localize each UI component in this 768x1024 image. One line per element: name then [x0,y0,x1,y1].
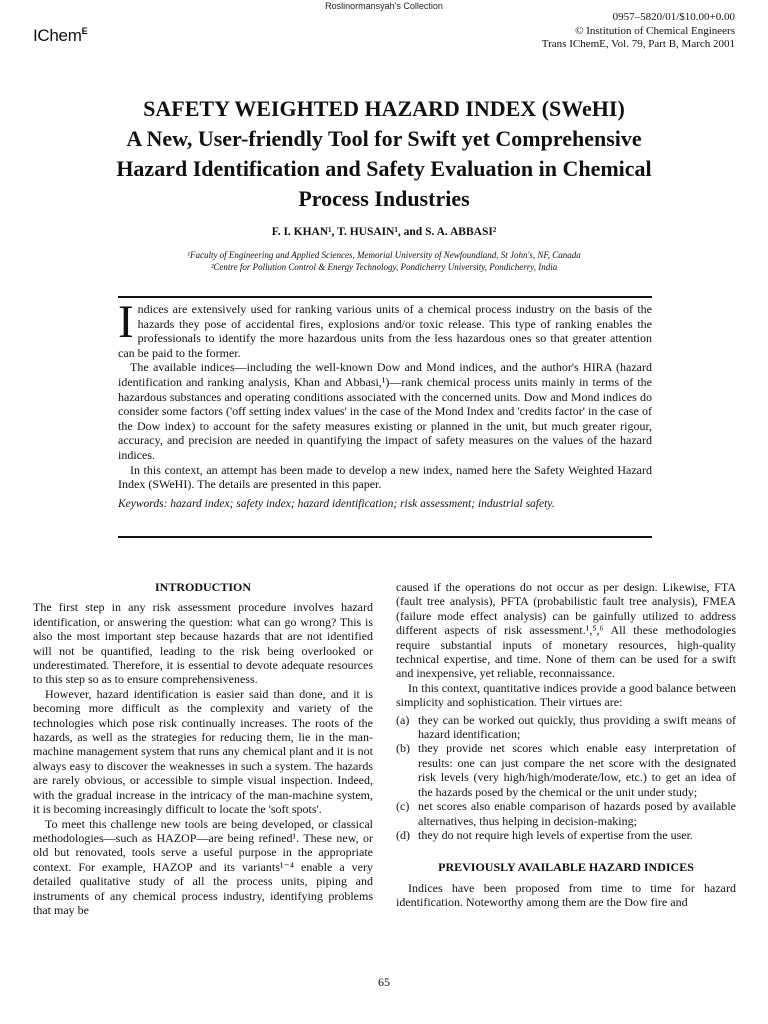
abstract-bottom-rule [118,536,652,538]
affiliation-2: ²Centre for Pollution Control & Energy Technology, Pondicherry University, Pondicherry, India [210,262,558,272]
list-item [396,799,736,828]
copyright-line: © Institution of Chemical Engineers [575,24,735,37]
list-item-label: (a) [396,712,410,727]
paper-title [40,94,728,214]
logo-text: IChem [33,26,82,45]
title-line: Hazard Identification and Safety Evaluation in Chemical [116,156,652,181]
abstract-paragraph: In this context, an attempt has been made to develop a new index, named here the Safety Weighted Hazard Index (SWeHI). The details are presented in this paper. [118,462,652,492]
virtues-list [396,713,736,843]
abstract-top-rule [118,296,652,298]
list-item-text: they provide net scores which enable easy interpretation of results: one can just compare the net score with the designated risk levels (very high/high/moderate/low, etc.) to get an idea of the hazards posed by the chemical or the unit under study; [418,741,736,799]
list-item [396,741,736,799]
page-number: 65 [378,975,390,989]
keywords: Keywords: hazard index; safety index; hazard identification; risk assessment; industrial safety. [118,497,555,510]
list-item-text: they can be worked out quickly, thus providing a swift means of hazard identification; [418,712,736,742]
abstract-paragraph [118,296,652,360]
body-paragraph: However, hazard identification is easier said than done, and it is becoming more difficult as the complexity and variety of the technologies which pose risk continually increases. The roots of the hazards, as well as the strategies for reducing them, lie in the man-machine management system that runs any chemical plant and it is not always easy to discover the weaknesses in such a system. The hazards are rarely obvious, or accessible to simple visual inspection. Indeed, with the gradual increase in the intricacy of the man-machine system, it is becoming increasingly difficult to locate the 'soft spots'. [33,686,373,817]
journal-line: Trans IChemE, Vol. 79, Part B, March 2001 [541,38,735,50]
body-paragraph: To meet this challenge new tools are being developed, or classical methodologies—such as HAZOP—are being refined¹. These new, or old but renovated, tools serve a useful purpose in the appropriate context. For example, HAZOP and its variants¹⁻⁴ enable a very detailed qualitative study of all the process units, piping and instruments of any chemical process industry, identifying problems that may be [33,816,373,917]
abstract [118,296,652,511]
logo-sup: E [81,26,88,36]
ichem-logo [33,26,87,46]
list-item-text: net scores also enable comparison of hazards posed by available alternatives, thus helping in decision-making; [418,799,736,828]
abstract-paragraph: The available indices—including the well-known Dow and Mond indices, and the author's HIRA (hazard identification and ranking analysis, Khan and Abbasi,¹)—rank chemical process units mainly in terms of the hazardous substances and operating conditions associated with the concerned units. Dow and Mond indices do consider some factors ('off setting index values' in the case of the Mond Index and 'credits factor' in the case of the Dow index) to account for the safety measures existing or planned in the unit, but much greater rigour, accuracy, and precision are needed in quantifying the impact of safety measures on the values of the hazard indices. [118,360,652,462]
list-item [396,828,736,842]
affiliations [0,249,768,273]
drop-cap: I [118,296,134,348]
section-heading-previous-indices: PREVIOUSLY AVAILABLE HAZARD INDICES [438,860,694,875]
list-item-label: (c) [396,799,410,814]
body-paragraph: The first step in any risk assessment procedure involves hazard identification, or answering the question: what can go wrong? This is also the most important step because hazards that are not identified will not be quantified, leading to the risk being overlooked or underestimated. Therefore, it is essential to devote adequate resources to this step so as to ensure comprehensiveness. [33,600,373,687]
body-paragraph: caused if the operations do not occur as per design. Likewise, FTA (fault tree analysis), PFTA (probabilistic fault tree analysis), FMEA (failure mode effect analysis) can be gainfully utilized to address different aspects of risk assessment.¹,⁵,⁶ All these methodologies require substantial inputs of monetary resources, high-quality technical expertise, and time. None of them can be used for a swift and inexpensive, yet reliable, reconnaissance. [396,580,736,681]
left-column [33,580,373,917]
list-item-label: (b) [396,741,410,756]
body-paragraph: In this context, quantitative indices provide a good balance between simplicity and sophistication. Their virtues are: [396,680,736,710]
title-line: SAFETY WEIGHTED HAZARD INDEX (SWeHI) [143,96,625,121]
affiliation-1: ¹Faculty of Engineering and Applied Sciences, Memorial University of Newfoundland, St John's, NF, Canada [187,250,581,260]
issn-line: 0957–5820/01/$10.00+0.00 [612,11,735,23]
collection-label: Roslinormansyah's Collection [325,1,443,11]
authors: F. I. KHAN¹, T. HUSAIN¹, and S. A. ABBASI² [271,226,497,238]
right-column [396,580,736,910]
publication-info [542,11,735,52]
list-item-text: they do not require high levels of expertise from the user. [418,827,693,842]
list-item [396,713,736,742]
title-line: Process Industries [298,186,470,211]
section-heading-introduction: INTRODUCTION [154,580,251,594]
list-item-label: (d) [396,827,410,842]
title-line: A New, User-friendly Tool for Swift yet Comprehensive [126,126,642,151]
abstract-text: ndices are extensively used for ranking various units of a chemical process industry on the basis of the hazards they pose of accidental fires, explosions and/or toxic release. This type of ranking enables the professionals to identify the more hazardous units from the less hazardous ones so that greater attention can be paid to the former. [118,302,652,360]
body-paragraph: Indices have been proposed from time to time for hazard identification. Noteworthy among them are the Dow fire and [396,880,736,910]
